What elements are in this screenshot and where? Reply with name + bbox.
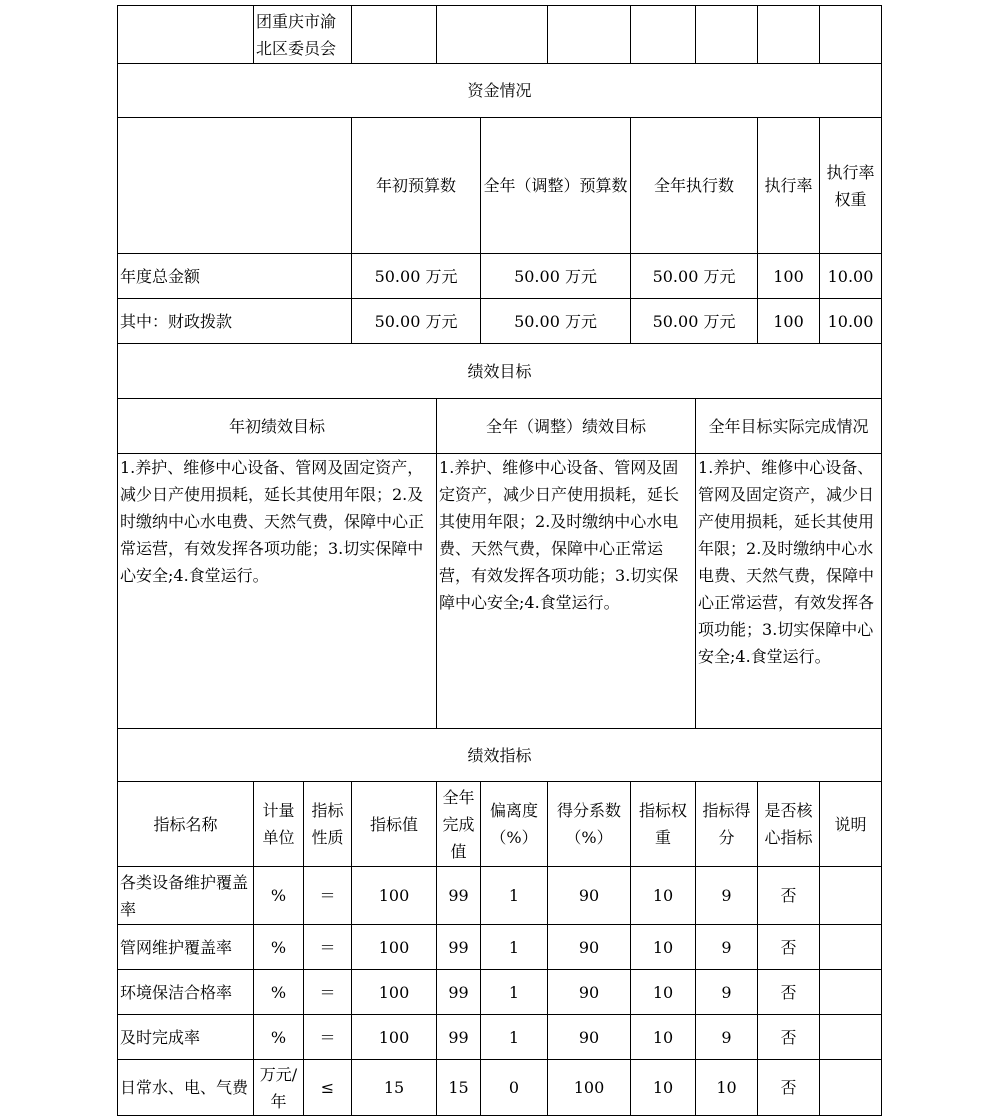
ind-header-weight: 指标权重 [631,782,696,867]
funds-title: 资金情况 [118,64,882,118]
ind-weight: 10 [631,970,696,1015]
funds-row-label: 其中：财政拨款 [118,299,352,344]
ind-value: 100 [352,925,437,970]
ind-coef: 90 [548,925,631,970]
goals-header-adjusted: 全年（调整）绩效目标 [437,399,696,454]
ind-header-score: 指标得分 [696,782,758,867]
funds-row-adjusted: 50.00 万元 [481,299,631,344]
ind-score: 9 [696,925,758,970]
ind-nature: ＝ [304,970,352,1015]
indicators-title: 绩效指标 [118,729,882,782]
ind-weight: 10 [631,1015,696,1060]
funds-row-rate: 100 [758,299,820,344]
ind-core: 否 [758,1015,820,1060]
ind-core: 否 [758,925,820,970]
blank-cell [758,6,820,64]
blank-cell [820,6,882,64]
ind-weight: 10 [631,1060,696,1116]
org-row [118,6,882,64]
ind-score: 9 [696,867,758,925]
indicator-row [118,1060,882,1116]
ind-header-coef: 得分系数（%） [548,782,631,867]
org-name: 团重庆市渝北区委员会 [254,6,352,64]
goals-header-initial: 年初绩效目标 [118,399,437,454]
ind-header-unit: 计量单位 [254,782,304,867]
ind-nature: ＝ [304,867,352,925]
ind-core: 否 [758,970,820,1015]
ind-coef: 90 [548,970,631,1015]
ind-unit: % [254,867,304,925]
ind-header-name: 指标名称 [118,782,254,867]
goals-header-actual: 全年目标实际完成情况 [696,399,882,454]
goals-title: 绩效目标 [118,344,882,399]
ind-weight: 10 [631,925,696,970]
ind-header-nature: 指标性质 [304,782,352,867]
ind-note [820,1015,882,1060]
ind-deviation: 1 [481,925,548,970]
funds-row-rate: 100 [758,254,820,299]
funds-header-initial: 年初预算数 [352,118,481,254]
goals-text-row [118,454,882,729]
blank-cell [352,6,437,64]
ind-name: 环境保洁合格率 [118,970,254,1015]
blank-cell [696,6,758,64]
ind-unit: % [254,970,304,1015]
funds-row-weight: 10.00 [820,299,882,344]
ind-core: 否 [758,867,820,925]
funds-row-label: 年度总金额 [118,254,352,299]
indicator-row [118,970,882,1015]
ind-value: 100 [352,1015,437,1060]
funds-row [118,299,882,344]
ind-deviation: 1 [481,867,548,925]
ind-note [820,925,882,970]
funds-row [118,254,882,299]
ind-completed: 15 [437,1060,481,1116]
ind-note [820,1060,882,1116]
ind-name: 及时完成率 [118,1015,254,1060]
performance-table-page [117,5,881,1111]
ind-score: 10 [696,1060,758,1116]
ind-deviation: 0 [481,1060,548,1116]
ind-core: 否 [758,1060,820,1116]
ind-unit: % [254,925,304,970]
ind-nature: ＝ [304,925,352,970]
funds-row-weight: 10.00 [820,254,882,299]
ind-note [820,867,882,925]
ind-name: 管网维护覆盖率 [118,925,254,970]
ind-nature: ＝ [304,1015,352,1060]
goals-header-row [118,399,882,454]
goal-adjusted-text: 1.养护、维修中心设备、管网及固定资产，减少日产使用损耗，延长其使用年限；2.及时缴纳中心水电费、天然气费，保障中心正常运营，有效发挥各项功能；3.切实保障中心安全;4.食堂运行。 [437,454,696,729]
funds-header-rate: 执行率 [758,118,820,254]
blank-cell [631,6,696,64]
ind-completed: 99 [437,925,481,970]
ind-value: 15 [352,1060,437,1116]
blank-cell [437,6,548,64]
blank-cell [548,6,631,64]
ind-header-core: 是否核心指标 [758,782,820,867]
ind-note [820,970,882,1015]
funds-header-rate-weight: 执行率权重 [820,118,882,254]
funds-header-adjusted: 全年（调整）预算数 [481,118,631,254]
ind-header-completed: 全年完成值 [437,782,481,867]
ind-completed: 99 [437,867,481,925]
indicator-row [118,867,882,925]
funds-header-blank [118,118,352,254]
ind-completed: 99 [437,1015,481,1060]
funds-row-adjusted: 50.00 万元 [481,254,631,299]
ind-header-value: 指标值 [352,782,437,867]
ind-coef: 90 [548,1015,631,1060]
funds-row-initial: 50.00 万元 [352,254,481,299]
goal-initial-text: 1.养护、维修中心设备、管网及固定资产，减少日产使用损耗，延长其使用年限；2.及时缴纳中心水电费、天然气费，保障中心正常运营，有效发挥各项功能；3.切实保障中心安全;4.食堂运行。 [118,454,437,729]
ind-deviation: 1 [481,1015,548,1060]
ind-coef: 90 [548,867,631,925]
funds-header-executed: 全年执行数 [631,118,758,254]
indicators-header-row [118,782,882,867]
funds-row-initial: 50.00 万元 [352,299,481,344]
performance-table [117,5,882,1116]
ind-header-deviation: 偏离度（%） [481,782,548,867]
ind-coef: 100 [548,1060,631,1116]
ind-unit: % [254,1015,304,1060]
ind-value: 100 [352,970,437,1015]
ind-name: 日常水、电、气费 [118,1060,254,1116]
ind-completed: 99 [437,970,481,1015]
goal-actual-text: 1.养护、维修中心设备、管网及固定资产，减少日产使用损耗，延长其使用年限；2.及时缴纳中心水电费、天然气费，保障中心正常运营，有效发挥各项功能；3.切实保障中心安全;4.食堂运行。 [696,454,882,729]
indicator-row [118,925,882,970]
funds-row-executed: 50.00 万元 [631,254,758,299]
ind-unit: 万元/年 [254,1060,304,1116]
ind-score: 9 [696,1015,758,1060]
ind-header-note: 说明 [820,782,882,867]
funds-row-executed: 50.00 万元 [631,299,758,344]
indicator-row [118,1015,882,1060]
ind-nature: ≤ [304,1060,352,1116]
ind-deviation: 1 [481,970,548,1015]
ind-weight: 10 [631,867,696,925]
ind-value: 100 [352,867,437,925]
blank-cell [118,6,254,64]
ind-name: 各类设备维护覆盖率 [118,867,254,925]
funds-header-row [118,118,882,254]
ind-score: 9 [696,970,758,1015]
